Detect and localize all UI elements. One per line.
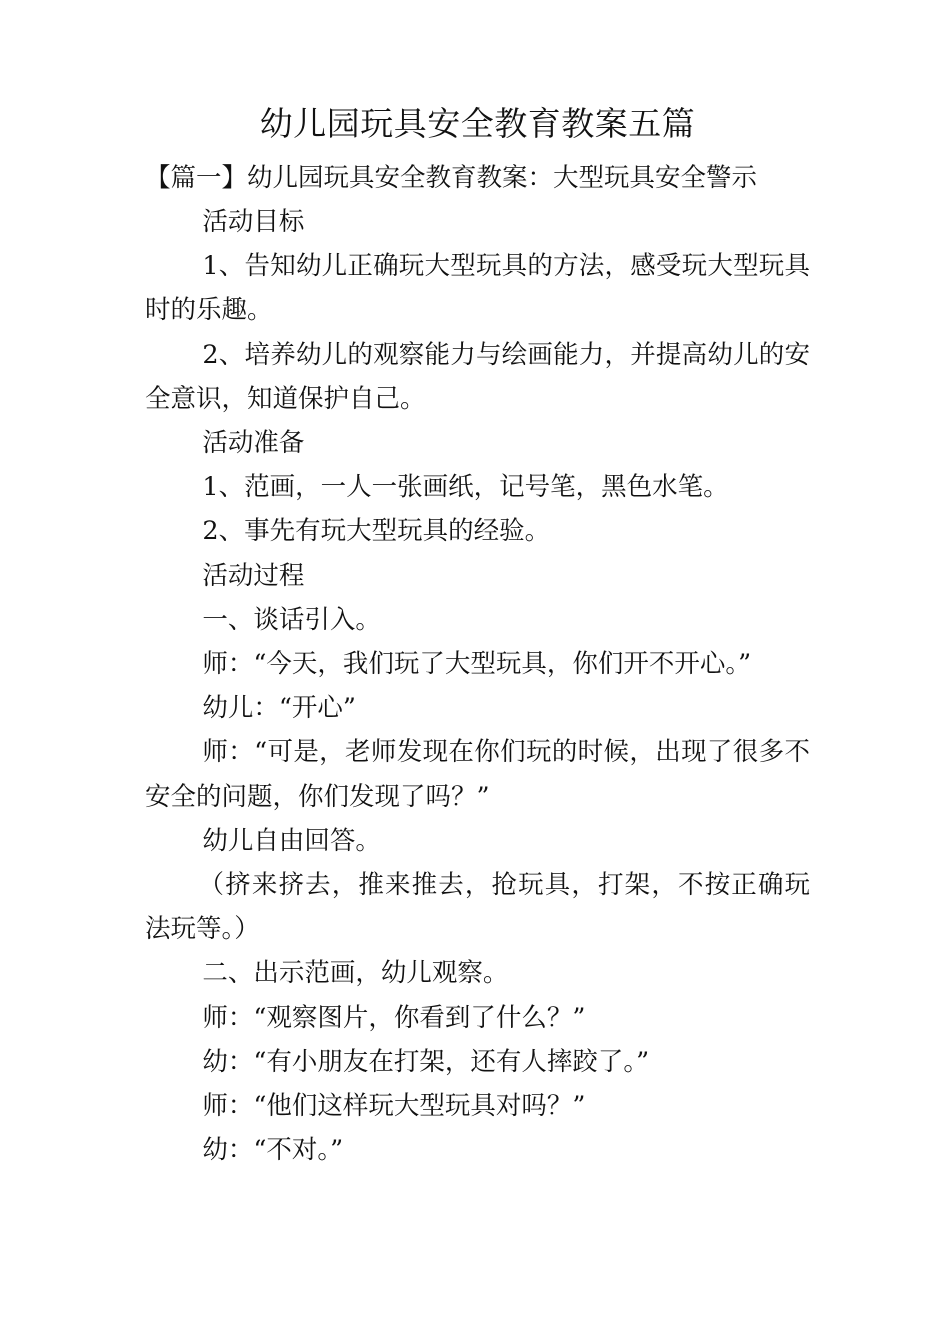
paragraph-free-answer: 幼儿自由回答。 [202, 825, 381, 856]
paragraph-activity-process: 活动过程 [202, 560, 305, 591]
paragraph-goal-1: 1、告知幼儿正确玩大型玩具的方法，感受玩大型玩具时的乐趣。 [145, 251, 810, 326]
paragraph-dialogue: 师：“观察图片，你看到了什么？” [202, 1002, 586, 1033]
paragraph-step-2: 二、出示范画，幼儿观察。 [202, 958, 509, 989]
document-page [145, 96, 810, 1172]
paragraph-prep-1: 1、范画，一人一张画纸，记号笔，黑色水笔。 [202, 472, 729, 503]
document-title: 幼儿园玩具安全教育教案五篇 [259, 104, 696, 143]
paragraph-dialogue: 幼儿：“开心” [202, 693, 356, 724]
section-heading: 【篇一】幼儿园玩具安全教育教案：大型玩具安全警示 [145, 163, 758, 193]
paragraph-step-1: 一、谈话引入。 [202, 604, 381, 635]
paragraph-dialogue: 幼：“不对。” [202, 1135, 344, 1166]
paragraph-activity-goals: 活动目标 [202, 207, 305, 237]
paragraph-dialogue: 幼：“有小朋友在打架，还有人摔跤了。” [202, 1046, 650, 1077]
paragraph-answer-examples: （挤来挤去，推来推去，抢玩具，打架，不按正确玩法玩等。） [145, 870, 810, 945]
paragraph-dialogue: 师：“今天，我们玩了大型玩具，你们开不开心。” [202, 649, 752, 680]
paragraph-goal-2: 2、培养幼儿的观察能力与绘画能力，并提高幼儿的安全意识，知道保护自己。 [145, 339, 810, 414]
paragraph-dialogue: 师：“他们这样玩大型玩具对吗？” [202, 1091, 586, 1122]
paragraph-prep-2: 2、事先有玩大型玩具的经验。 [202, 516, 551, 547]
paragraph-dialogue: 师：“可是，老师发现在你们玩的时候，出现了很多不安全的问题，你们发现了吗？” [145, 737, 810, 812]
paragraph-activity-prep: 活动准备 [202, 428, 305, 459]
